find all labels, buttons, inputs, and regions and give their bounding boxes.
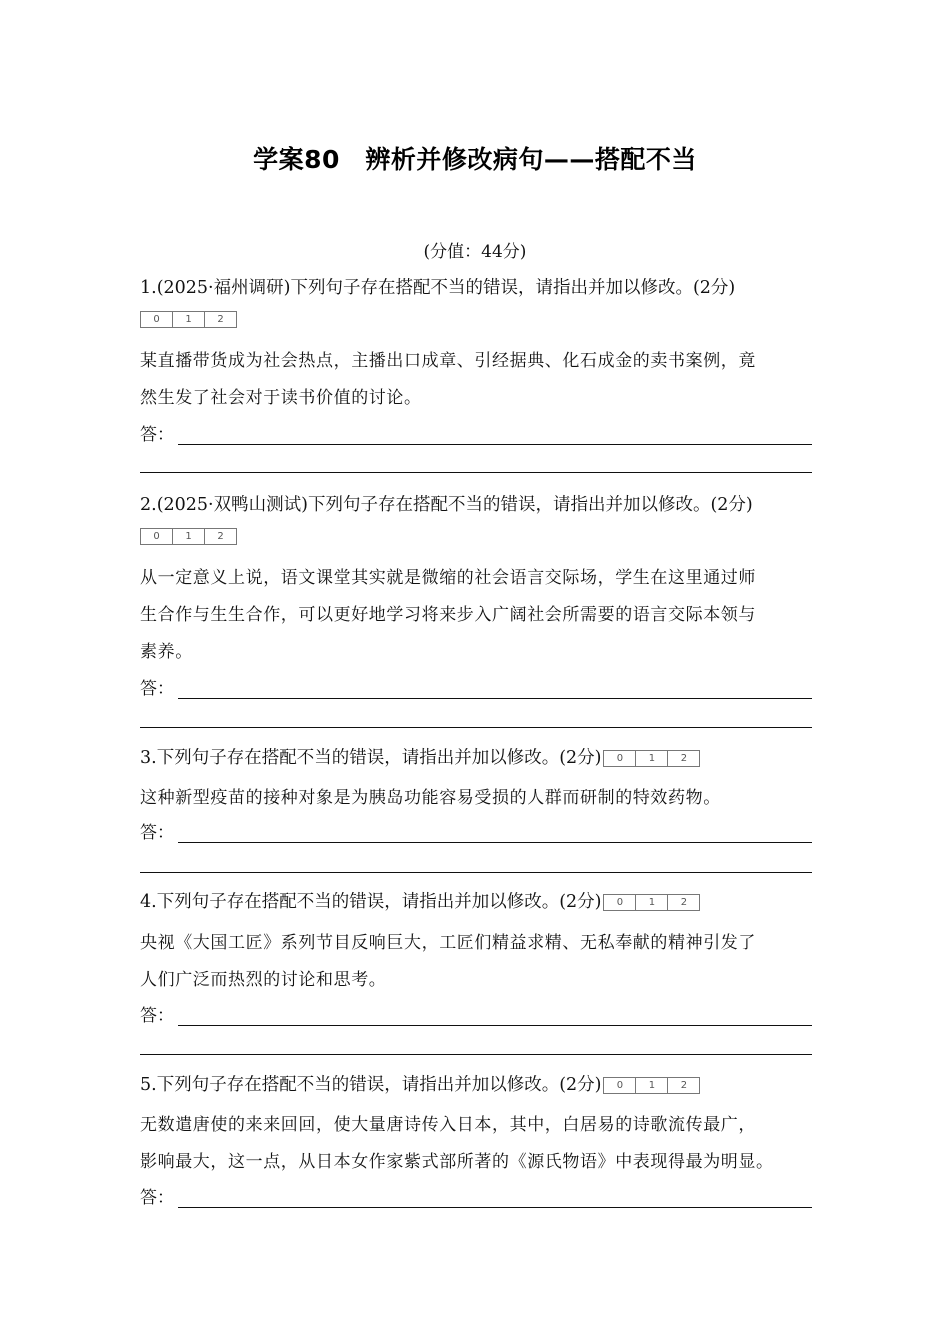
answer-label: 答： (140, 823, 174, 843)
question-4-scorebox[interactable] (603, 894, 700, 911)
page-title: 学案80 辨析并修改病句——搭配不当 (253, 145, 697, 174)
question-4-header: 4.下列句子存在搭配不当的错误，请指出并加以修改。(2分) (140, 892, 602, 912)
question-1-answer-line-2[interactable] (140, 472, 812, 473)
answer-label: 答： (140, 1006, 174, 1026)
question-3-answer[interactable] (140, 818, 812, 843)
question-3-answer-line-2[interactable] (140, 872, 812, 873)
question-5-header: 5.下列句子存在搭配不当的错误，请指出并加以修改。(2分) (140, 1075, 602, 1095)
question-3-line-1: 这种新型疫苗的接种对象是为胰岛功能容易受损的人群而研制的特效药物。 (140, 788, 721, 808)
score-2[interactable]: 2 (667, 1078, 699, 1093)
question-2-answer-line-2[interactable] (140, 727, 812, 728)
question-2-line-3: 素养。 (140, 642, 193, 662)
question-3-scorebox[interactable] (603, 750, 700, 767)
question-4-line-1: 央视《大国工匠》系列节目反响巨大，工匠们精益求精、无私奉献的精神引发了 (140, 933, 756, 953)
answer-line[interactable] (178, 1011, 812, 1026)
question-1-header: 1.(2025·福州调研)下列句子存在搭配不当的错误，请指出并加以修改。(2分) (140, 278, 736, 298)
score-1[interactable]: 1 (172, 312, 204, 327)
score-2[interactable]: 2 (667, 895, 699, 910)
question-2-line-2: 生合作与生生合作，可以更好地学习将来步入广阔社会所需要的语言交际本领与 (140, 605, 756, 625)
score-1[interactable]: 1 (635, 751, 667, 766)
question-5-scorebox[interactable] (603, 1077, 700, 1094)
score-1[interactable]: 1 (172, 529, 204, 544)
score-0[interactable]: 0 (153, 531, 160, 542)
score-1[interactable]: 1 (635, 895, 667, 910)
answer-line[interactable] (178, 828, 812, 843)
question-5-line-1: 无数遣唐使的来来回回，使大量唐诗传入日本，其中，白居易的诗歌流传最广， (140, 1115, 756, 1135)
answer-line[interactable] (178, 430, 812, 445)
answer-label: 答： (140, 679, 174, 699)
answer-label: 答： (140, 425, 174, 445)
score-0[interactable]: 0 (616, 753, 624, 764)
question-1-answer[interactable] (140, 420, 812, 445)
score-total: (分值：44分) (423, 242, 527, 262)
answer-label: 答： (140, 1188, 174, 1208)
score-2[interactable]: 2 (204, 529, 236, 544)
answer-line[interactable] (178, 684, 812, 699)
question-4-line-2: 人们广泛而热烈的讨论和思考。 (140, 970, 387, 990)
score-1[interactable]: 1 (635, 1078, 667, 1093)
question-1-line-2: 然生发了社会对于读书价值的讨论。 (140, 388, 422, 408)
question-2-line-1: 从一定意义上说，语文课堂其实就是微缩的社会语言交际场，学生在这里通过师 (140, 568, 756, 588)
question-4-header-row (140, 888, 812, 913)
question-5-answer[interactable] (140, 1183, 812, 1208)
answer-line[interactable] (178, 1193, 812, 1208)
question-2-header: 2.(2025·双鸭山测试)下列句子存在搭配不当的错误，请指出并加以修改。(2分) (140, 495, 753, 515)
question-3-header-row (140, 744, 812, 769)
question-4-answer-line-2[interactable] (140, 1054, 812, 1055)
score-0[interactable]: 0 (616, 1080, 624, 1091)
question-2-scorebox[interactable] (140, 526, 237, 545)
question-5-line-2: 影响最大，这一点，从日本女作家紫式部所著的《源氏物语》中表现得最为明显。 (140, 1152, 774, 1172)
question-1-line-1: 某直播带货成为社会热点，主播出口成章、引经据典、化石成金的卖书案例，竟 (140, 351, 756, 371)
score-2[interactable]: 2 (204, 312, 236, 327)
score-0[interactable]: 0 (616, 897, 624, 908)
question-4-answer[interactable] (140, 1001, 812, 1026)
question-3-header: 3.下列句子存在搭配不当的错误，请指出并加以修改。(2分) (140, 748, 602, 768)
score-2[interactable]: 2 (667, 751, 699, 766)
score-0[interactable]: 0 (153, 314, 160, 325)
question-1-scorebox[interactable] (140, 309, 237, 328)
question-2-answer[interactable] (140, 674, 812, 699)
question-5-header-row (140, 1071, 812, 1096)
